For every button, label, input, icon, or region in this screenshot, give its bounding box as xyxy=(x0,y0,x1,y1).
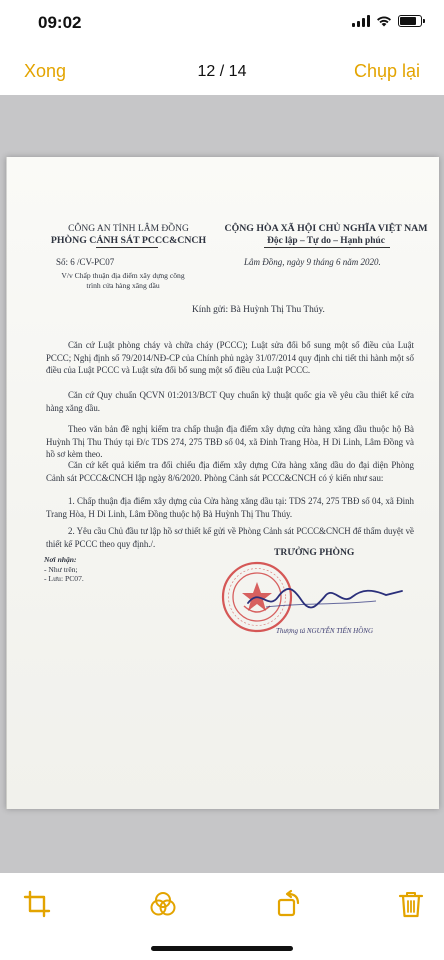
national-line1: CỘNG HÒA XÃ HỘI CHỦ NGHĨA VIỆT NAM xyxy=(224,223,428,234)
recipients-item: - Như trên; xyxy=(44,564,78,574)
signer-name: Thượng tá NGUYỄN TIẾN HỒNG xyxy=(276,627,374,635)
recipient-line: Kính gửi: Bà Huỳnh Thị Thu Thúy. xyxy=(192,305,325,315)
retake-button[interactable]: Chụp lại xyxy=(353,61,420,81)
signature-icon xyxy=(246,581,406,615)
national-motto: Độc lập – Tự do – Hạnh phúc xyxy=(267,236,385,246)
trash-icon[interactable] xyxy=(396,889,426,919)
subject-line2: trình cửa hàng xăng dầu xyxy=(86,281,160,290)
body-paragraph: Theo văn bản đề nghị kiểm tra chấp thuận địa điểm xây dựng cửa hàng xăng dầu thuộc hộ Bà Huỳnh Thị Thu Thúy tại Đ/c TDS 274, 275 TBĐ số 04, xã Đinh Trang Hòa, H Di Linh, Lâm Đồng và hồ sơ kèm theo. xyxy=(46,424,414,460)
divider xyxy=(264,247,390,248)
national-header xyxy=(221,223,431,247)
body-paragraph: Căn cứ Luật phòng cháy và chữa cháy (PCCC); Luật sửa đổi bổ sung một số điều của Luật PCCC; Nghị định số 79/2014/NĐ-CP của Chính phủ ngày 31/07/2014 quy định chi tiết thi hành một số điều của Luật PCCC và Luật sửa đổi bổ sung một số điều của Luật PCCC. xyxy=(46,340,414,376)
status-bar xyxy=(0,0,444,44)
photo-counter: 12 / 14 xyxy=(197,63,247,80)
status-time: 09:02 xyxy=(38,13,82,32)
recipients-list xyxy=(44,555,84,584)
body-paragraph: 1. Chấp thuận địa điểm xây dựng của Cửa hàng xăng dầu tại: TDS 274, 275 TBĐ số 04, xã Đinh Trang Hòa, H Di Linh, Lâm Đồng thuộc hộ Bà Huỳnh Thị Thu Thúy. xyxy=(46,496,414,519)
photo-viewer[interactable] xyxy=(0,95,444,873)
issuer-line1: CÔNG AN TỈNH LÂM ĐỒNG xyxy=(68,224,189,234)
document-subject xyxy=(48,271,198,291)
battery-level xyxy=(400,17,416,25)
body-paragraph: Căn cứ kết quả kiểm tra đối chiếu địa điểm xây dựng Cửa hàng xăng dầu do đại diện Phòng Cảnh sát PCCC&CNCH lập ngày 8/6/2020. Phòng Cảnh sát PCCC&CNCH có ý kiến như sau: xyxy=(46,460,414,483)
crop-icon[interactable] xyxy=(22,889,52,919)
body-paragraph: Căn cứ Quy chuẩn QCVN 01:2013/BCT Quy chuẩn kỹ thuật quốc gia về yêu cầu thiết kế cửa hàng xăng dầu. xyxy=(46,390,414,413)
recipients-item: - Lưu: PC07. xyxy=(44,574,84,583)
filter-icon[interactable] xyxy=(148,889,178,919)
document-number: Số: 6 /CV-PC07 xyxy=(56,257,115,267)
signer-title: TRƯỞNG PHÒNG xyxy=(274,547,355,558)
subject-line1: V/v Chấp thuận địa điểm xây dựng công xyxy=(61,271,185,280)
status-icons xyxy=(352,15,422,27)
body-paragraph: 2. Yêu cầu Chủ đầu tư lập hồ sơ thiết kế gửi về Phòng Cảnh sát PCCC&CNCH để thẩm duyệt về thiết kế PCCC theo quy định./. xyxy=(46,526,414,549)
document-date: Lâm Đồng, ngày 9 tháng 6 năm 2020. xyxy=(244,257,381,267)
battery-icon xyxy=(398,15,422,27)
issuer-header xyxy=(46,223,211,247)
issuer-line2: PHÒNG CẢNH SÁT PCCC&CNCH xyxy=(50,235,207,246)
nav-bar xyxy=(0,44,444,94)
home-indicator[interactable] xyxy=(151,946,293,951)
recipients-heading: Nơi nhận: xyxy=(44,555,77,564)
wifi-icon xyxy=(376,15,392,27)
cellular-signal-icon xyxy=(352,15,370,27)
rotate-icon[interactable] xyxy=(274,889,304,919)
divider xyxy=(96,247,158,248)
done-button[interactable]: Xong xyxy=(24,61,67,81)
scanned-document xyxy=(6,157,439,809)
